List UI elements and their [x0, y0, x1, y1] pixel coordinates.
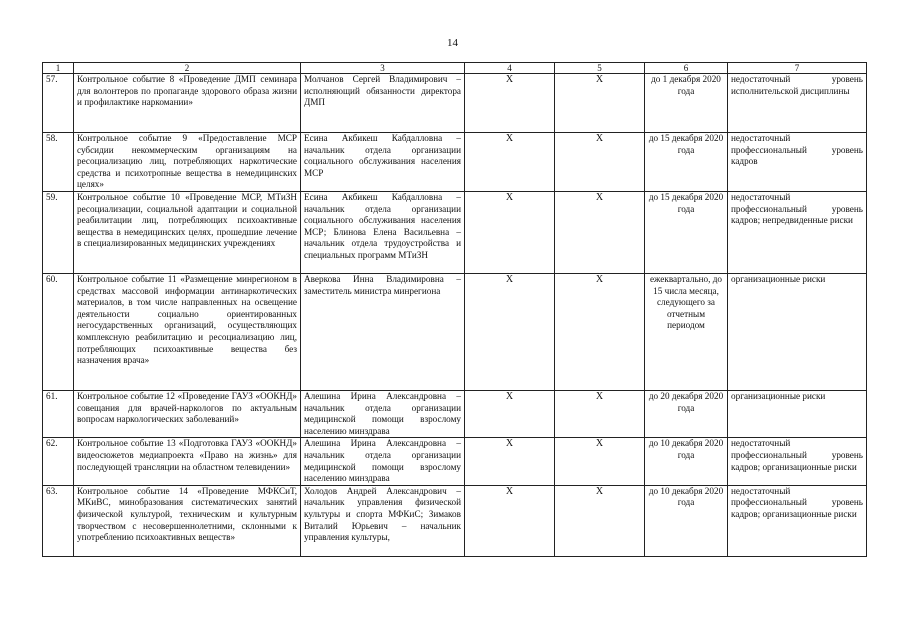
header-cell: 1: [43, 63, 74, 74]
risks-cell: недостаточный профессиональный уровень кадров: [728, 133, 867, 192]
col4-mark: Х: [465, 192, 555, 274]
responsible-cell: Холодов Андрей Александрович – начальник управления физической культуры и спорта МФКиС; Зимаков Виталий Юрьевич – начальник управления культуры,: [301, 485, 465, 556]
row-number: 58.: [43, 133, 74, 192]
control-events-table: [42, 62, 867, 557]
risks-cell: недостаточный уровень исполнительской дисциплины: [728, 74, 867, 133]
col5-mark: Х: [555, 274, 645, 391]
risks-cell: недостаточный профессиональный уровень кадров; организационные риски: [728, 485, 867, 556]
col5-mark: Х: [555, 485, 645, 556]
table-header-row: [43, 63, 867, 74]
event-cell: Контрольное событие 13 «Подготовка ГАУЗ «ООКНД» видеосюжетов медиапроекта «Право на жизнь» для последующей трансляции на областном телевидении»: [74, 438, 301, 485]
table-row: [43, 391, 867, 438]
col4-mark: Х: [465, 274, 555, 391]
col4-mark: Х: [465, 391, 555, 438]
deadline-cell: до 10 декабря 2020 года: [645, 438, 728, 485]
event-cell: Контрольное событие 14 «Проведение МФКСиТ, МКиВС, минобразования систематических занятий физической культурой, техническим и культурным творчеством с несовершеннолетними, склонными к употреблению психоактивных веществ»: [74, 485, 301, 556]
risks-cell: организационные риски: [728, 391, 867, 438]
event-cell: Контрольное событие 10 «Проведение МСР, МТиЗН ресоциализации, социальной адаптации и социальной реабилитации лиц, потребляющих психоактивные вещества в немедицинских целях, прошедшие лечение в специализированных медицинских учреждениях: [74, 192, 301, 274]
header-cell: 5: [555, 63, 645, 74]
col5-mark: Х: [555, 133, 645, 192]
event-cell: Контрольное событие 8 «Проведение ДМП семинара для волонтеров по пропаганде здорового образа жизни и профилактике наркомании»: [74, 74, 301, 133]
table-row: [43, 192, 867, 274]
col5-mark: Х: [555, 192, 645, 274]
responsible-cell: Алешина Ирина Александровна – начальник отдела организации медицинской помощи взрослому населению минздрава: [301, 438, 465, 485]
col4-mark: Х: [465, 133, 555, 192]
event-cell: Контрольное событие 12 «Проведение ГАУЗ «ООКНД» совещания для врачей-наркологов по актуальным вопросам наркологических заболеваний»: [74, 391, 301, 438]
row-number: 59.: [43, 192, 74, 274]
deadline-cell: до 1 декабря 2020 года: [645, 74, 728, 133]
table-row: [43, 274, 867, 391]
risks-cell: недостаточный профессиональный уровень кадров; организационные риски: [728, 438, 867, 485]
event-cell: Контрольное событие 11 «Размещение минрегионом в средствах массовой информации антинаркотических материалов, в том числе направленных на освещение деятельности социально ориентированных негосударственных организаций, осуществляющих комплексную реабилитацию и ресоциализацию лиц, потребляющих психоактивные вещества без назначения врача»: [74, 274, 301, 391]
event-cell: Контрольное событие 9 «Предоставление МСР субсидии некоммерческим организациям на ресоциализацию лиц, потребляющих наркотические средства и психотропные вещества в немедицинских целях»: [74, 133, 301, 192]
table-row: [43, 74, 867, 133]
deadline-cell: до 15 декабря 2020 года: [645, 133, 728, 192]
row-number: 60.: [43, 274, 74, 391]
deadline-cell: до 15 декабря 2020 года: [645, 192, 728, 274]
responsible-cell: Алешина Ирина Александровна – начальник отдела организации медицинской помощи взрослому населению минздрава: [301, 391, 465, 438]
responsible-cell: Есина Акбикеш Кабдалловна – начальник отдела организации социального обслуживания населения МСР; Блинова Елена Васильевна – начальник отдела трудоустройства и специальных программ МТиЗН: [301, 192, 465, 274]
header-cell: 4: [465, 63, 555, 74]
col4-mark: Х: [465, 438, 555, 485]
header-cell: 6: [645, 63, 728, 74]
page-number: 14: [447, 37, 458, 49]
row-number: 57.: [43, 74, 74, 133]
col5-mark: Х: [555, 74, 645, 133]
row-number: 62.: [43, 438, 74, 485]
col4-mark: Х: [465, 74, 555, 133]
header-cell: 3: [301, 63, 465, 74]
row-number: 63.: [43, 485, 74, 556]
responsible-cell: Аверкова Инна Владимировна – заместитель министра минрегиона: [301, 274, 465, 391]
header-cell: 7: [728, 63, 867, 74]
table-row: [43, 485, 867, 556]
row-number: 61.: [43, 391, 74, 438]
deadline-cell: до 10 декабря 2020 года: [645, 485, 728, 556]
responsible-cell: Есина Акбикеш Кабдалловна – начальник отдела организации социального обслуживания населения МСР: [301, 133, 465, 192]
col5-mark: Х: [555, 391, 645, 438]
table-row: [43, 438, 867, 485]
deadline-cell: до 20 декабря 2020 года: [645, 391, 728, 438]
header-cell: 2: [74, 63, 301, 74]
deadline-cell: ежеквартально, до 15 числа месяца, следующего за отчетным периодом: [645, 274, 728, 391]
responsible-cell: Молчанов Сергей Владимирович – исполняющий обязанности директора ДМП: [301, 74, 465, 133]
risks-cell: организационные риски: [728, 274, 867, 391]
col4-mark: Х: [465, 485, 555, 556]
risks-cell: недостаточный профессиональный уровень кадров; непредвиденные риски: [728, 192, 867, 274]
col5-mark: Х: [555, 438, 645, 485]
table-row: [43, 133, 867, 192]
